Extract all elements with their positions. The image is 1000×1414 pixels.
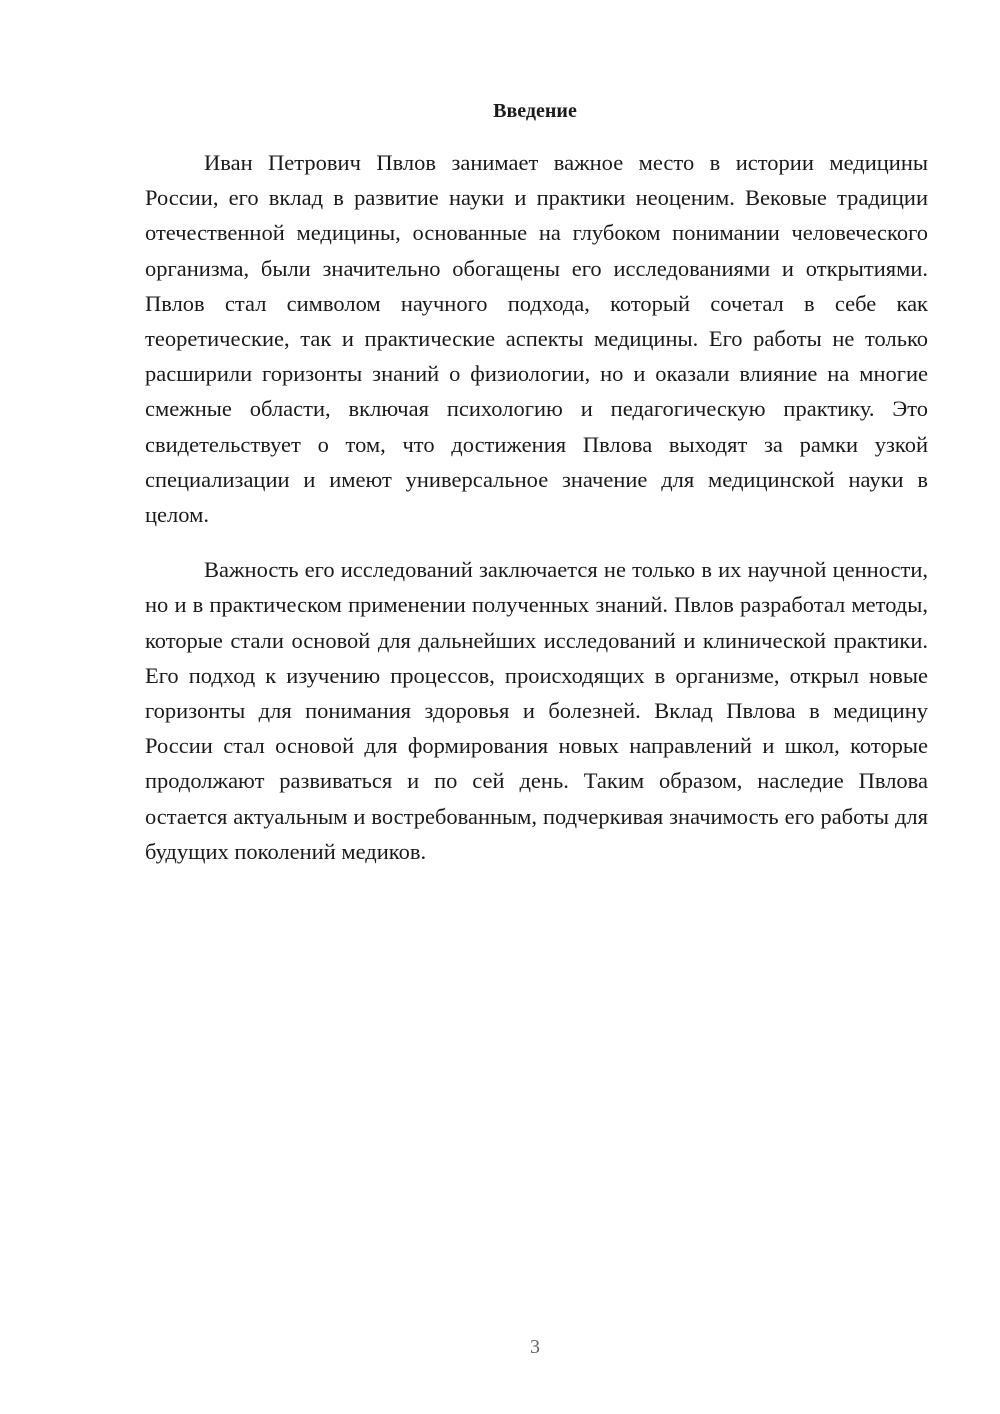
page-title: Введение (493, 100, 577, 122)
paragraph-2: Важность его исследований заключается не только в их научной ценности, но и в практическом применении полученных знаний. Пвлов разработал методы, которые стали основой для дальнейших исследований и клинической практики. Его подход к изучению процессов, происходящих в организме, открыл новые горизонты для понимания здоровья и болезней. Вклад Пвлова в медицину России стал основой для формирования новых направлений и школ, которые продолжают развиваться и по сей день. Таким образом, наследие Пвлова остается актуальным и востребованным, подчеркивая значимость его работы для будущих поколений медиков. (145, 557, 928, 864)
page-number: 3 (530, 1336, 540, 1358)
paragraph-1: Иван Петрович Пвлов занимает важное место в истории медицины России, его вклад в развитие науки и практики неоценим. Вековые традиции отечественной медицины, основанные на глубоком понимании человеческого организма, были значительно обогащены его исследованиями и открытиями. Пвлов стал символом научного подхода, который сочетал в себе как теоретические, так и практические аспекты медицины. Его работы не только расширили горизонты знаний о физиологии, но и оказали влияние на многие смежные области, включая психологию и педагогическую практику. Это свидетельствует о том, что достижения Пвлова выходят за рамки узкой специализации и имеют универсальное значение для медицинской науки в целом. (145, 150, 928, 528)
body-text (145, 145, 928, 869)
